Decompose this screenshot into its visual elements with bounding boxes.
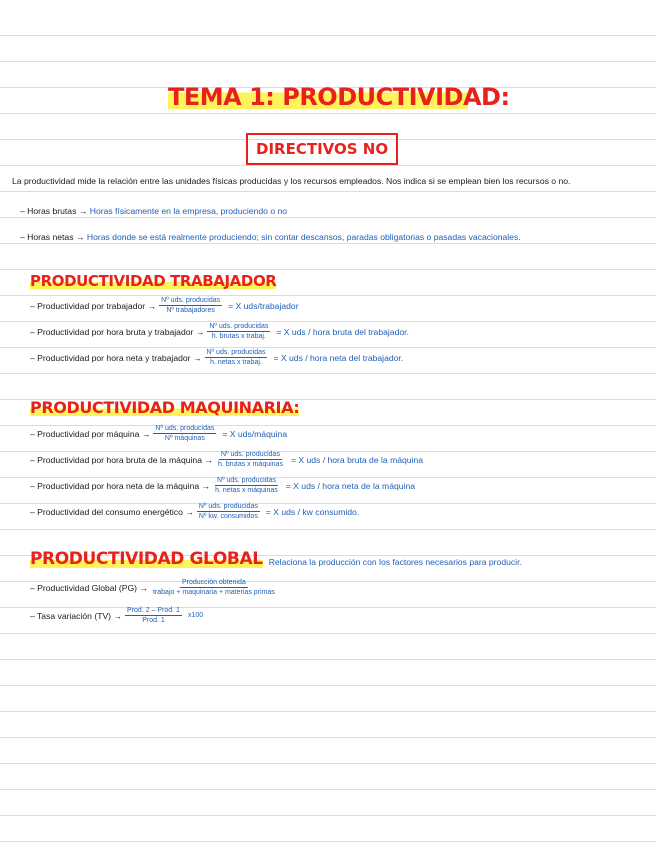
fraction	[213, 477, 280, 494]
fraction	[151, 579, 277, 596]
definition-term: – Horas brutas →	[20, 206, 88, 216]
fraction	[207, 323, 270, 340]
formula-row	[30, 451, 423, 468]
fraction-numerator: Nº uds. producidas	[155, 425, 215, 432]
fraction-denominator: h. brutas x máquinas	[217, 461, 283, 468]
formula-label: – Productividad por hora neta y trabajador →	[30, 352, 202, 363]
formula-result: = X uds/trabajador	[228, 300, 299, 311]
fraction	[197, 503, 260, 520]
fraction-denominator: Nº trabajadores	[166, 307, 215, 314]
formula-label: – Productividad por hora bruta y trabajador →	[30, 326, 205, 337]
fraction-numerator: Nº uds. producidas	[206, 349, 266, 356]
formula-label: – Productividad por máquina →	[30, 428, 151, 439]
fraction-numerator: Nº uds. producidas	[216, 477, 276, 484]
formula-row	[30, 607, 203, 624]
fraction-denominator: h. netas x máquinas	[215, 487, 278, 494]
definition-text: Horas físicamente en la empresa, produciendo o no	[89, 206, 288, 216]
formula-result: = X uds / hora neta del trabajador.	[273, 352, 404, 363]
definition-term: – Horas netas →	[20, 232, 85, 242]
fraction-numerator: Nº uds. producidas	[161, 297, 221, 304]
formula-row	[30, 297, 299, 314]
formula-result: = X uds/máquina	[222, 428, 288, 439]
formula-row	[30, 349, 403, 366]
formula-row	[30, 425, 287, 442]
fraction-numerator: Producción obtenida	[181, 579, 246, 586]
fraction-numerator: Nº uds. producidas	[220, 451, 280, 458]
fraction-denominator: Prod. 1	[142, 617, 165, 624]
section-global-header	[30, 549, 522, 569]
formula-label: – Productividad del consumo energético →	[30, 506, 194, 517]
intro-paragraph: La productividad mide la relación entre las unidades físicas producidas y los recursos empleados. Nos indica si se emplean bien los recursos o no.	[12, 176, 571, 186]
formula-row	[30, 503, 359, 520]
fraction-denominator: Nº kw. consumidos	[198, 513, 258, 520]
section-description: Relaciona la producción con los factores necesarios para producir.	[268, 557, 522, 567]
definition-horas-netas	[20, 232, 521, 242]
formula-result: = X uds / hora neta de la máquina	[285, 480, 415, 491]
fraction-numerator: Prod. 2 – Prod. 1	[127, 607, 180, 614]
fraction-numerator: Nº uds. producidas	[198, 503, 258, 510]
fraction-denominator: h. brutas x trabaj.	[211, 333, 266, 340]
formula-label: – Productividad por trabajador →	[30, 300, 157, 311]
formula-result: x100	[187, 612, 204, 619]
definition-text: Horas donde se está realmente produciendo; sin contar descansos, paradas obligatorias o pasadas vacacionales.	[86, 232, 521, 242]
formula-label: – Productividad Global (PG) →	[30, 582, 148, 593]
formula-row	[30, 579, 280, 596]
formula-result: = X uds / hora bruta de la máquina	[290, 454, 424, 465]
page-title: TEMA 1: PRODUCTIVIDAD:	[168, 83, 510, 111]
formula-row	[30, 323, 409, 340]
fraction-denominator: Nº máquinas	[164, 435, 205, 442]
definition-horas-brutas	[20, 206, 287, 216]
fraction	[153, 425, 216, 442]
formula-label: – Tasa variación (TV) →	[30, 610, 123, 621]
fraction-denominator: trabajo + maquinaria + materias primas	[152, 589, 275, 596]
fraction-denominator: h. netas x trabaj.	[210, 359, 262, 366]
fraction	[205, 349, 268, 366]
section-heading-global: PRODUCTIVIDAD GLOBAL	[30, 549, 263, 569]
formula-label: – Productividad por hora neta de la máquina →	[30, 480, 211, 491]
formula-row	[30, 477, 415, 494]
section-heading-trabajador: PRODUCTIVIDAD TRABAJADOR	[30, 272, 277, 290]
subtitle-box: DIRECTIVOS NO	[246, 133, 398, 165]
formula-result: = X uds / hora bruta del trabajador.	[276, 326, 409, 337]
fraction-numerator: Nº uds. producidas	[209, 323, 269, 330]
section-heading-maquinaria: PRODUCTIVIDAD MAQUINARIA:	[30, 398, 300, 417]
fraction	[125, 607, 182, 624]
fraction	[159, 297, 222, 314]
formula-result: = X uds / kw consumido.	[265, 506, 360, 517]
formula-label: – Productividad por hora bruta de la máquina →	[30, 454, 213, 465]
fraction	[216, 451, 285, 468]
